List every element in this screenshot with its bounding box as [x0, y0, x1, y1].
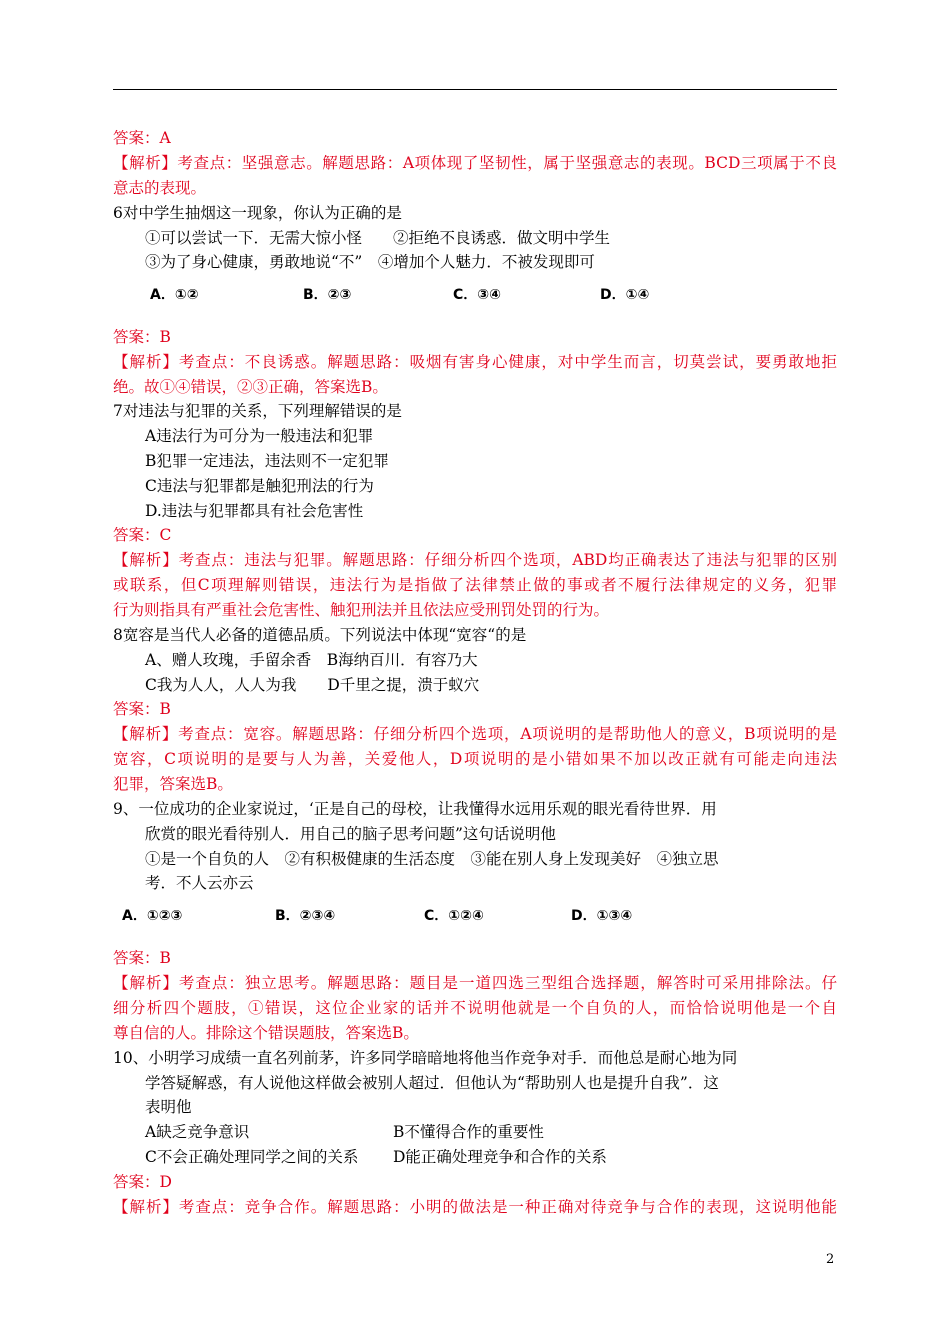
q9-choice-a: A．①②③ [122, 908, 183, 924]
analysis-7-line2: 或联系，但C项理解则错误，违法行为是指做了法律禁止做的事或者不履行法律规定的义务，犯罪 [113, 576, 837, 594]
q6-choice-a: A．①② [150, 287, 199, 303]
answer-prev: 答案：A [113, 129, 171, 147]
analysis-8-line1: 【解析】考查点：宽容。解题思路：仔细分析四个选项，A项说明的是帮助他人的意义，B项说明的是 [113, 725, 837, 743]
q9-statement-row2: 考．不人云亦云 [145, 874, 254, 892]
analysis-9-line2: 细分析四个题肢，①错误，这位企业家的话并不说明他就是一个自负的人，而恰恰说明他是一个自 [113, 999, 837, 1017]
answer-6: 答案：B [113, 328, 171, 346]
question-10-line3: 表明他 [145, 1098, 192, 1116]
q8-options-row1: A、赠人玫瑰，手留余香 B海纳百川．有容乃大 [145, 651, 478, 669]
analysis-7-line1: 【解析】考查点：违法与犯罪。解题思路：仔细分析四个选项，ABD均正确表达了违法与犯罪的区别 [113, 551, 837, 569]
q6-choice-c: C．③④ [453, 287, 501, 303]
q10-option-c: C不会正确处理同学之间的关系 [145, 1148, 359, 1166]
q7-option-a: A违法行为可分为一般违法和犯罪 [145, 427, 374, 445]
q9-choice-c: C．①②④ [424, 908, 484, 924]
q6-statement-row1: ①可以尝试一下．无需大惊小怪 ②拒绝不良诱惑．做文明中学生 [145, 229, 611, 247]
analysis-8-line3: 犯罪，答案选B。 [113, 775, 233, 793]
q10-option-d: D能正确处理竞争和合作的关系 [393, 1148, 607, 1166]
q6-choices [150, 284, 710, 304]
analysis-7-line3: 行为则指具有严重社会危害性、触犯刑法并且依法应受刑罚处罚的行为。 [113, 601, 610, 619]
question-6: 6对中学生抽烟这一现象，你认为正确的是 [113, 204, 402, 222]
analysis-prev-line2: 意志的表现。 [113, 179, 207, 197]
q7-option-d: D.违法与犯罪都具有社会危害性 [145, 502, 364, 520]
question-10-line1: 10、小明学习成绩一直名列前茅，许多同学暗暗地将他当作竞争对手．而他总是耐心地为同 [113, 1049, 738, 1067]
answer-7: 答案：C [113, 526, 172, 544]
q10-option-a: A缺乏竞争意识 [145, 1123, 250, 1141]
question-10-line2: 学答疑解惑，有人说他这样做会被别人超过．但他认为“帮助别人也是提升自我”．这 [145, 1074, 719, 1092]
q8-options-row2: C我为人人，人人为我 D千里之提，溃于蚁穴 [145, 676, 480, 694]
q7-option-b: B犯罪一定违法，违法则不一定犯罪 [145, 452, 389, 470]
q9-statement-row1: ①是一个自负的人 ②有积极健康的生活态度 ③能在别人身上发现美好 ④独立思 [145, 850, 719, 868]
analysis-prev-line1: 【解析】考查点：坚强意志。解题思路：A项体现了坚韧性，属于坚强意志的表现。BCD三项属于不良 [113, 154, 837, 172]
question-7: 7对违法与犯罪的关系，下列理解错误的是 [113, 402, 402, 420]
analysis-9-line1: 【解析】考查点：独立思考。解题思路：题目是一道四选三型组合选择题，解答时可采用排除法。仔 [113, 974, 837, 992]
analysis-9-line3: 尊自信的人。排除这个错误题肢，答案选B。 [113, 1024, 419, 1042]
answer-9: 答案：B [113, 949, 171, 967]
q9-choice-d: D．①③④ [571, 908, 633, 924]
analysis-6-line1: 【解析】考查点：不良诱惑。解题思路：吸烟有害身心健康，对中学生而言，切莫尝试，要勇敢地拒 [113, 353, 837, 371]
q9-choices [122, 905, 682, 925]
answer-8: 答案：B [113, 700, 171, 718]
question-9-line2: 欣赏的眼光看待别人．用自己的脑子思考问题”这句话说明他 [145, 825, 556, 843]
q9-choice-b: B．②③④ [275, 908, 336, 924]
q6-choice-d: D．①④ [600, 287, 650, 303]
answer-10: 答案：D [113, 1173, 172, 1191]
page-number: 2 [826, 1252, 835, 1267]
header-rule [113, 89, 837, 90]
q10-option-b: B不懂得合作的重要性 [393, 1123, 544, 1141]
q7-option-c: C违法与犯罪都是触犯刑法的行为 [145, 477, 374, 495]
question-9-line1: 9、一位成功的企业家说过，‘正是自己的母校，让我懂得水远用乐观的眼光看待世界．用 [113, 800, 717, 818]
question-8: 8宽容是当代人必备的道德品质。下列说法中体现“宽容“的是 [113, 626, 527, 644]
q6-statement-row2: ③为了身心健康，勇敢地说“不” ④增加个人魅力．不被发现即可 [145, 253, 595, 271]
q6-choice-b: B．②③ [303, 287, 352, 303]
analysis-6-line2: 绝。故①④错误，②③正确，答案选B。 [113, 378, 388, 396]
analysis-10-line1: 【解析】考查点：竞争合作。解题思路：小明的做法是一种正确对待竞争与合作的表现，这说明他能 [113, 1198, 837, 1216]
analysis-8-line2: 宽容，C项说明的是要与人为善，关爱他人，D项说明的是小错如果不加以改正就有可能走向违法 [113, 750, 837, 768]
